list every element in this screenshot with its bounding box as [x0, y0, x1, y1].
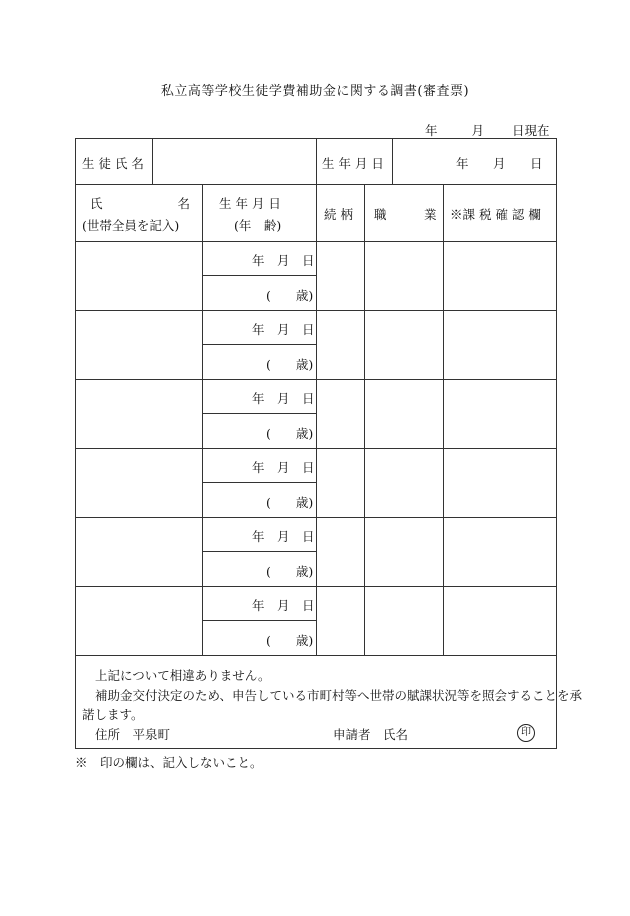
col-tax-check: ※課 税 確 認 欄 — [450, 207, 541, 222]
address-label: 住所 平泉町 — [95, 727, 171, 742]
note-text: ※ 印の欄は、記入しないこと。 — [75, 755, 263, 770]
row-4-age[interactable]: ( 歳) — [266, 495, 314, 510]
birthdate-month: 月 — [493, 156, 506, 171]
col-name-line2: (世帯全員を記入) — [82, 218, 180, 233]
as-of-month: 月 — [471, 123, 484, 138]
col-birth-line2: (年 齢) — [234, 218, 282, 233]
row-5-age[interactable]: ( 歳) — [266, 564, 314, 579]
row-3-age[interactable]: ( 歳) — [266, 426, 314, 441]
row-2-age[interactable]: ( 歳) — [266, 357, 314, 372]
row-3-birthdate[interactable]: 年 月 日 — [252, 391, 315, 406]
col-birth-line1: 生 年 月 日 — [219, 196, 281, 211]
birthdate-label: 生 年 月 日 — [322, 156, 384, 171]
col-name-line1: 氏 名 — [90, 196, 191, 211]
as-of-date — [425, 121, 549, 139]
row-2-birthdate[interactable]: 年 月 日 — [252, 322, 315, 337]
footer-declaration: 上記について相違ありません。 — [95, 668, 271, 683]
row-6-birthdate[interactable]: 年 月 日 — [252, 598, 315, 613]
as-of-day: 日現在 — [511, 123, 550, 138]
row-1-birthdate[interactable]: 年 月 日 — [252, 253, 315, 268]
applicant-name-label: 申請者 氏名 — [333, 727, 409, 742]
row-6-age[interactable]: ( 歳) — [266, 633, 314, 648]
row-4-birthdate[interactable]: 年 月 日 — [252, 460, 315, 475]
footer-consent-line2: 諾します。 — [82, 707, 144, 722]
col-relation: 続 柄 — [324, 207, 353, 222]
birthdate-year: 年 — [456, 156, 469, 171]
row-5-birthdate[interactable]: 年 月 日 — [252, 529, 315, 544]
col-occupation: 職 業 — [374, 207, 437, 222]
footer-consent-line1: 補助金交付決定のため、申告している市町村等へ世帯の賦課状況等を照会することを承 — [95, 688, 583, 703]
row-1-age[interactable]: ( 歳) — [266, 288, 314, 303]
document-title: 私立高等学校生徒学費補助金に関する調書(審査票) — [160, 84, 470, 99]
seal-mark: 印 — [517, 724, 535, 742]
as-of-year: 年 — [425, 123, 438, 138]
student-name-label: 生 徒 氏 名 — [82, 156, 144, 171]
birthdate-day: 日 — [530, 156, 543, 171]
